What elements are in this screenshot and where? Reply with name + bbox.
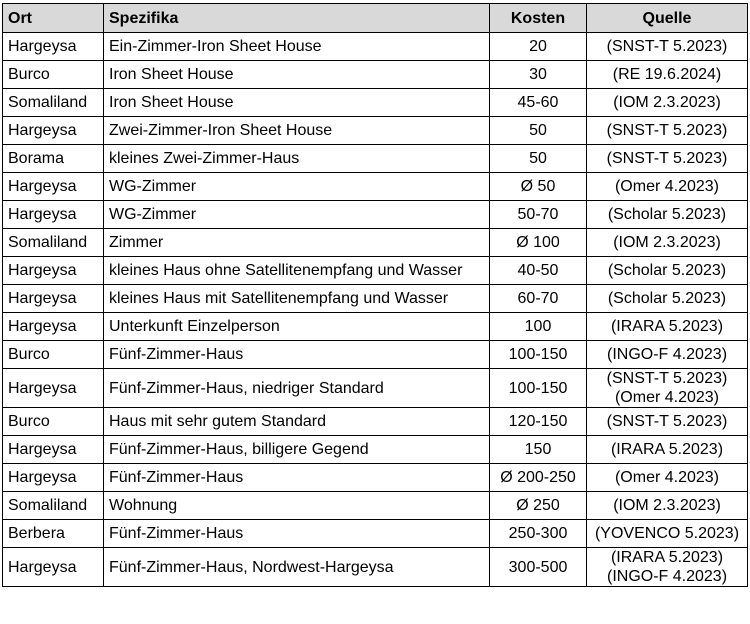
cell-spezifika: kleines Haus ohne Satellitenempfang und Wasser [104, 257, 490, 285]
cell-quelle [587, 436, 748, 464]
quelle-line: (Omer 4.2023) [614, 178, 720, 195]
table-row [3, 436, 748, 464]
quelle-line: (Omer 4.2023) [614, 469, 720, 486]
cell-quelle [587, 145, 748, 173]
table-row [3, 492, 748, 520]
cell-quelle [587, 117, 748, 145]
cell-ort: Hargeysa [3, 33, 104, 61]
cell-quelle [587, 369, 748, 408]
cell-ort: Somaliland [3, 89, 104, 117]
table-row [3, 285, 748, 313]
cell-spezifika: Fünf-Zimmer-Haus [104, 341, 490, 369]
cell-quelle [587, 33, 748, 61]
cell-kosten: 250-300 [490, 520, 587, 548]
cell-ort: Burco [3, 408, 104, 436]
cell-spezifika: Iron Sheet House [104, 61, 490, 89]
table-row [3, 201, 748, 229]
table-row [3, 464, 748, 492]
header-ort: Ort [3, 4, 104, 33]
quelle-line: (IRARA 5.2023) [610, 441, 724, 458]
cell-quelle [587, 257, 748, 285]
cell-ort: Hargeysa [3, 313, 104, 341]
cell-kosten: 45-60 [490, 89, 587, 117]
cell-ort: Hargeysa [3, 173, 104, 201]
cell-spezifika: kleines Zwei-Zimmer-Haus [104, 145, 490, 173]
quelle-line: (INGO-F 4.2023) [606, 346, 728, 363]
cell-kosten: 120-150 [490, 408, 587, 436]
cell-kosten: 100-150 [490, 369, 587, 408]
cell-spezifika: Iron Sheet House [104, 89, 490, 117]
cell-spezifika: WG-Zimmer [104, 201, 490, 229]
cell-quelle [587, 89, 748, 117]
header-kosten: Kosten [490, 4, 587, 33]
table-row [3, 173, 748, 201]
cell-quelle [587, 548, 748, 587]
cell-spezifika: Unterkunft Einzelperson [104, 313, 490, 341]
cell-ort: Hargeysa [3, 257, 104, 285]
cell-quelle [587, 201, 748, 229]
cell-kosten: 100-150 [490, 341, 587, 369]
cell-quelle [587, 520, 748, 548]
header-quelle: Quelle [587, 4, 748, 33]
table-row [3, 145, 748, 173]
cell-spezifika: Haus mit sehr gutem Standard [104, 408, 490, 436]
cell-spezifika: Fünf-Zimmer-Haus, billigere Gegend [104, 436, 490, 464]
cell-kosten: 100 [490, 313, 587, 341]
table-row [3, 89, 748, 117]
cell-quelle [587, 341, 748, 369]
table-row [3, 341, 748, 369]
cell-kosten: 150 [490, 436, 587, 464]
cell-quelle [587, 285, 748, 313]
cell-ort: Hargeysa [3, 548, 104, 587]
cell-quelle [587, 173, 748, 201]
cell-spezifika: Wohnung [104, 492, 490, 520]
cell-quelle [587, 313, 748, 341]
cell-spezifika: Fünf-Zimmer-Haus, niedriger Standard [104, 369, 490, 408]
quelle-line: (IOM 2.3.2023) [613, 234, 721, 251]
cell-ort: Hargeysa [3, 369, 104, 408]
cell-spezifika: Fünf-Zimmer-Haus, Nordwest-Hargeysa [104, 548, 490, 587]
quelle-line: (RE 19.6.2024) [612, 66, 722, 83]
table-row [3, 229, 748, 257]
table-row [3, 313, 748, 341]
table-row [3, 61, 748, 89]
cell-kosten: 40-50 [490, 257, 587, 285]
cell-kosten: Ø 100 [490, 229, 587, 257]
table-row [3, 408, 748, 436]
quelle-line: (IOM 2.3.2023) [613, 497, 721, 514]
cell-ort: Somaliland [3, 492, 104, 520]
quelle-line: (IRARA 5.2023) [610, 318, 724, 335]
cell-kosten: 60-70 [490, 285, 587, 313]
cell-ort: Hargeysa [3, 285, 104, 313]
cell-quelle [587, 61, 748, 89]
cell-quelle [587, 464, 748, 492]
cell-quelle [587, 492, 748, 520]
cell-quelle [587, 229, 748, 257]
cell-kosten: 50 [490, 145, 587, 173]
cell-kosten: 30 [490, 61, 587, 89]
table-row [3, 548, 748, 587]
cell-ort: Borama [3, 145, 104, 173]
table-row [3, 520, 748, 548]
table-row [3, 257, 748, 285]
cell-kosten: Ø 200-250 [490, 464, 587, 492]
cell-spezifika: kleines Haus mit Satellitenempfang und Wasser [104, 285, 490, 313]
cell-ort: Burco [3, 341, 104, 369]
quelle-line: (INGO-F 4.2023) [606, 568, 728, 585]
cell-kosten: 50-70 [490, 201, 587, 229]
table-row [3, 369, 748, 408]
quelle-line: (Omer 4.2023) [614, 389, 720, 406]
header-spezifika: Spezifika [104, 4, 490, 33]
cell-quelle [587, 408, 748, 436]
cell-spezifika: Zwei-Zimmer-Iron Sheet House [104, 117, 490, 145]
cell-kosten: 20 [490, 33, 587, 61]
cell-kosten: Ø 50 [490, 173, 587, 201]
quelle-line: (IOM 2.3.2023) [613, 94, 721, 111]
cell-spezifika: Fünf-Zimmer-Haus [104, 464, 490, 492]
quelle-line: (SNST-T 5.2023) [606, 38, 728, 55]
cell-kosten: 300-500 [490, 548, 587, 587]
cell-spezifika: Ein-Zimmer-Iron Sheet House [104, 33, 490, 61]
quelle-line: (Scholar 5.2023) [607, 290, 727, 307]
cell-ort: Hargeysa [3, 201, 104, 229]
cell-ort: Hargeysa [3, 436, 104, 464]
cell-spezifika: Fünf-Zimmer-Haus [104, 520, 490, 548]
quelle-line: (Scholar 5.2023) [607, 206, 727, 223]
table-body [3, 33, 748, 587]
cell-ort: Burco [3, 61, 104, 89]
cell-ort: Somaliland [3, 229, 104, 257]
cell-kosten: Ø 250 [490, 492, 587, 520]
quelle-line: (IRARA 5.2023) [610, 549, 724, 566]
cell-kosten: 50 [490, 117, 587, 145]
quelle-line: (SNST-T 5.2023) [606, 370, 728, 387]
quelle-line: (SNST-T 5.2023) [606, 122, 728, 139]
quelle-line: (SNST-T 5.2023) [606, 413, 728, 430]
quelle-line: (YOVENCO 5.2023) [594, 525, 740, 542]
quelle-line: (SNST-T 5.2023) [606, 150, 728, 167]
cell-spezifika: WG-Zimmer [104, 173, 490, 201]
table-row [3, 33, 748, 61]
cell-spezifika: Zimmer [104, 229, 490, 257]
cell-ort: Berbera [3, 520, 104, 548]
header-row [3, 4, 748, 33]
cell-ort: Hargeysa [3, 464, 104, 492]
cell-ort: Hargeysa [3, 117, 104, 145]
table-row [3, 117, 748, 145]
quelle-line: (Scholar 5.2023) [607, 262, 727, 279]
cost-table [2, 3, 748, 587]
